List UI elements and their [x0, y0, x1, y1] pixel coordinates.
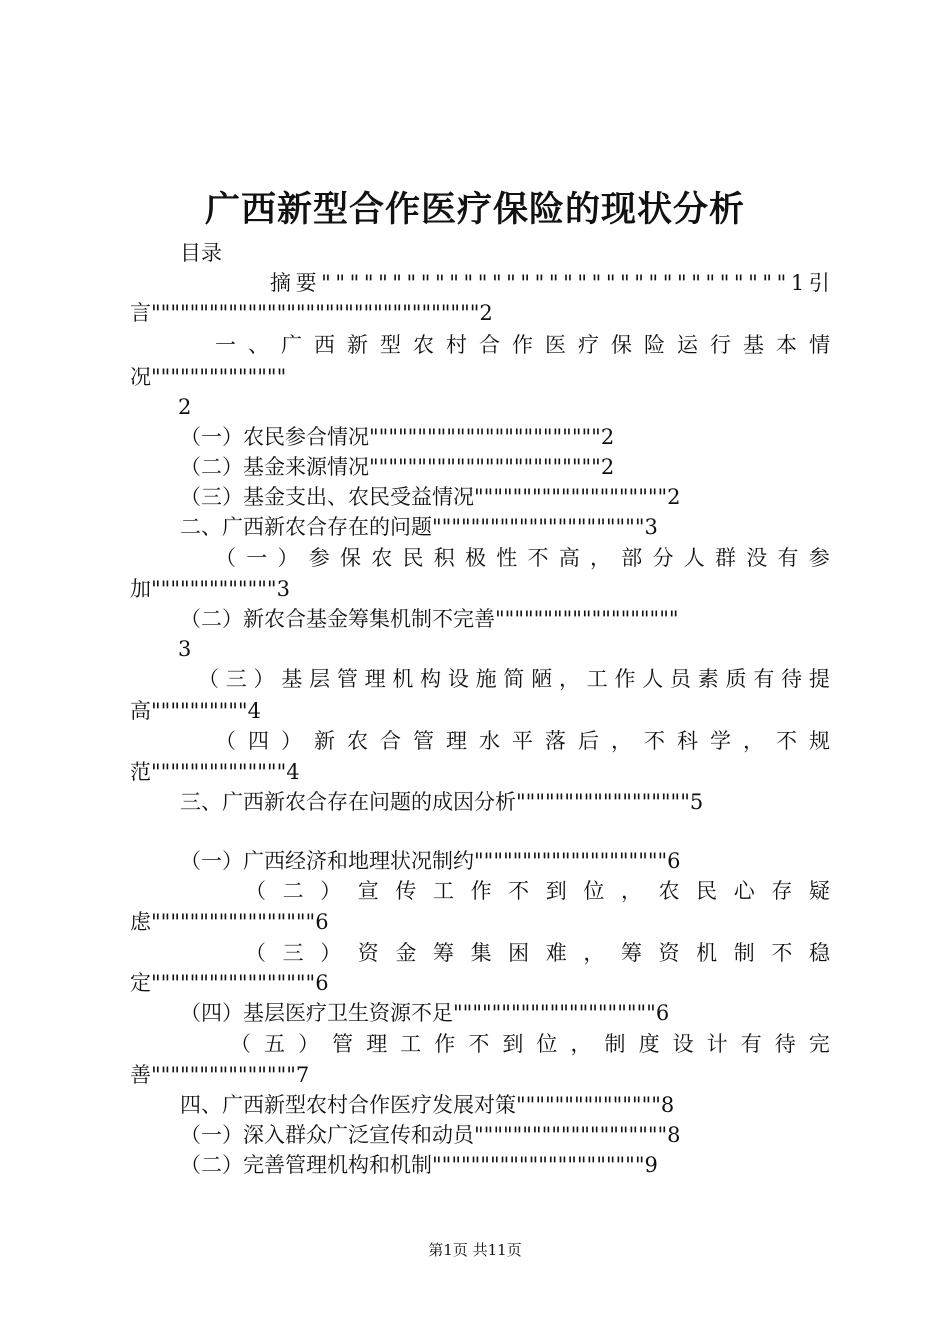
toc-line: （ 四 ） 新 农 合 管 理 水 平 落 后 ， 不 科 学 ， 不 规 — [215, 729, 830, 753]
toc-line: 3 — [178, 637, 192, 661]
toc-line: （二）新农合基金筹集机制不完善""""""""""""""""""" — [180, 607, 679, 631]
toc-line: 二、广西新农合存在的问题""""""""""""""""""""""3 — [180, 515, 658, 539]
toc-line: 高""""""""""4 — [130, 699, 261, 723]
toc-line: （二）完善管理机构和机制""""""""""""""""""""""9 — [180, 1153, 658, 1177]
toc-line: （ 二 ） 宣 传 工 作 不 到 位 ， 农 民 心 存 疑 — [245, 879, 830, 903]
document-title: 广西新型合作医疗保险的现状分析 — [204, 189, 745, 230]
toc-line: 言""""""""""""""""""""""""""""""""""2 — [130, 301, 493, 325]
toc-line: （四）基层医疗卫生资源不足"""""""""""""""""""""6 — [180, 1001, 670, 1025]
toc-line: （一）深入群众广泛宣传和动员""""""""""""""""""""8 — [180, 1123, 681, 1147]
page-footer: 第1页 共11页 — [428, 1241, 522, 1259]
toc-line: （一）广西经济和地理状况制约""""""""""""""""""""6 — [180, 849, 681, 873]
toc-line: 范""""""""""""""4 — [130, 760, 300, 784]
toc-line: （二）基金来源情况""""""""""""""""""""""""2 — [180, 455, 615, 479]
toc-line: 摘 要 " " " " " " " " " " " " " " " " " " " " " " " " " " " " " " " " " 1 引 — [270, 271, 830, 295]
toc-label: 目录 — [180, 241, 222, 265]
toc-line: （三）基金支出、农民受益情况""""""""""""""""""""2 — [180, 485, 681, 509]
toc-line: 一 、 广 西 新 型 农 村 合 作 医 疗 保 险 运 行 基 本 情 — [215, 333, 830, 357]
toc-line: 定"""""""""""""""""6 — [130, 971, 329, 995]
toc-line: 加"""""""""""""3 — [130, 577, 290, 601]
toc-line: 四、广西新型农村合作医疗发展对策"""""""""""""""8 — [180, 1093, 675, 1117]
toc-line: （一）农民参合情况""""""""""""""""""""""""2 — [180, 425, 615, 449]
toc-line: （ 三 ） 基 层 管 理 机 构 设 施 简 陋 ， 工 作 人 员 素 质 有 待 提 — [198, 667, 830, 691]
toc-line: （ 一 ） 参 保 农 民 积 极 性 不 高 ， 部 分 人 群 没 有 参 — [215, 546, 830, 570]
toc-line: 三、广西新农合存在问题的成因分析""""""""""""""""""5 — [180, 790, 704, 814]
toc-line: （ 三 ） 资 金 筹 集 困 难 ， 筹 资 机 制 不 稳 — [245, 941, 830, 965]
toc-line: 善"""""""""""""""7 — [130, 1063, 310, 1087]
toc-line: （ 五 ） 管 理 工 作 不 到 位 ， 制 度 设 计 有 待 完 — [230, 1032, 830, 1056]
toc-line: 况"""""""""""""" — [130, 365, 287, 389]
toc-line: 2 — [178, 395, 192, 419]
toc-line: 虑"""""""""""""""""6 — [130, 910, 329, 934]
